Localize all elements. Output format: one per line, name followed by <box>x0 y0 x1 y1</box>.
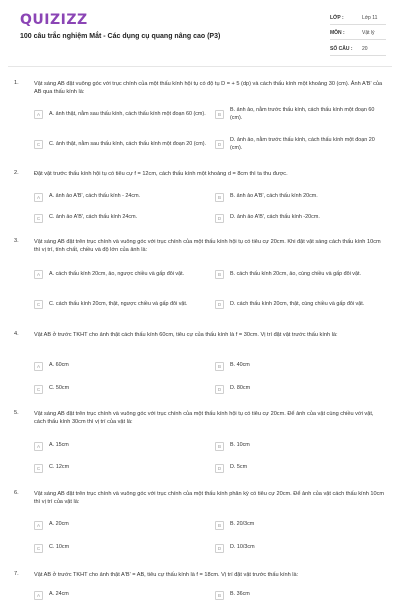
option-b[interactable] <box>215 439 387 453</box>
option-text: C. 12cm <box>49 464 70 471</box>
question-text: Vật AB ở trước TKHT cho ảnh thật A'B' = AB, tiêu cự thấu kính là f = 18cm. Vị trí đặt vật trước thấu kính là: <box>34 572 299 578</box>
question-number: 3. <box>14 238 19 244</box>
class-label: LỚP : <box>330 15 344 21</box>
option-letter: D <box>215 544 224 553</box>
question-count-label: SỐ CÂU : <box>330 46 353 52</box>
option-text: D. 10/3cm <box>230 544 255 551</box>
option-d[interactable] <box>215 382 387 396</box>
option-d[interactable] <box>215 461 387 475</box>
option-text: D. ảnh ảo A'B', cách thấu kính -20cm. <box>230 214 320 221</box>
option-a[interactable] <box>34 588 214 600</box>
option-text: C. 10cm <box>49 544 70 551</box>
option-text: D. 5cm <box>230 464 248 471</box>
question-number: 4. <box>14 331 19 337</box>
question-text: Vật AB ở trước TKHT cho ảnh thật cách thấu kính 60cm, tiêu cự của thấu kính là f = 30cm. Vị trí đặt vật trước thấu kính là: <box>34 332 338 338</box>
option-c[interactable] <box>34 211 214 225</box>
question-text: Vật sáng AB đặt trên trục chính và vuông góc với trục chính của một thấu kính hội tụ có tiêu cự 20cm. Để ảnh của vật cùng chiều với vật, cách thấu kính 30cm thì vị trí của vật là: <box>34 411 374 425</box>
option-text: B. ảnh ảo, nằm trước thấu kính, cách thấu kính một đoạn 60 (cm). <box>230 107 375 121</box>
question-number: 1. <box>14 80 19 86</box>
option-text: B. 36cm <box>230 591 250 598</box>
option-a[interactable] <box>34 359 214 373</box>
question-text: Vật sáng AB đặt trên trục chính và vuông góc với trục chính của một thấu kính hội tụ có tiêu cự 20cm. Khi đặt vật sáng cách thấu kính 10cm thì vị trí, tính chất, chiều và độ lớn của ảnh là: <box>34 239 381 253</box>
option-text: B. cách thấu kính 20cm, ảo, cùng chiều và gấp đôi vật. <box>230 270 361 277</box>
option-text: A. 24cm <box>49 591 69 598</box>
option-letter: A <box>34 193 43 202</box>
subject-value: Vật lý <box>362 30 375 36</box>
divider <box>330 24 386 25</box>
option-text: C. cách thấu kính 20cm, thật, ngược chiều và gấp đôi vật. <box>49 300 188 307</box>
page-header <box>0 0 400 68</box>
divider <box>330 39 386 40</box>
option-letter: C <box>34 544 43 553</box>
option-c[interactable] <box>34 296 214 313</box>
option-text: D. cách thấu kính 20cm, thật, cùng chiều và gấp đôi vật. <box>230 300 365 307</box>
question-number: 7. <box>14 571 19 577</box>
option-letter: B <box>215 193 224 202</box>
question-number: 5. <box>14 410 19 416</box>
option-b[interactable] <box>215 588 387 600</box>
class-value: Lớp 11 <box>362 15 378 21</box>
question-text: Đặt vật trước thấu kính hội tụ có tiêu cự f = 12cm, cách thấu kính một khoảng d = 8cm thì ta thu được. <box>34 171 288 177</box>
option-text: C. ảnh thật, nằm sau thấu kính, cách thấu kính một đoạn 20 (cm). <box>49 140 207 147</box>
option-text: B. 10cm <box>230 442 250 449</box>
option-b[interactable] <box>215 190 387 204</box>
option-a[interactable] <box>34 439 214 453</box>
question-count-value: 20 <box>362 46 368 52</box>
option-d[interactable] <box>215 211 387 225</box>
option-letter: C <box>34 140 43 149</box>
option-letter: A <box>34 442 43 451</box>
option-text: A. 15cm <box>49 442 69 449</box>
option-letter: D <box>215 464 224 473</box>
option-text: A. ảnh thật, nằm sau thấu kính, cách thấu kính một đoạn 60 (cm). <box>49 110 206 117</box>
option-letter: D <box>215 214 224 223</box>
quizizz-logo: QUIZIZZ <box>20 12 88 28</box>
option-c[interactable] <box>34 461 214 475</box>
option-d[interactable] <box>215 136 387 153</box>
option-b[interactable] <box>215 266 387 283</box>
option-text: B. 40cm <box>230 362 250 369</box>
option-letter: A <box>34 270 43 279</box>
option-d[interactable] <box>215 296 387 313</box>
option-letter: C <box>34 464 43 473</box>
option-letter: A <box>34 110 43 119</box>
question-number: 2. <box>14 170 19 176</box>
option-text: D. 80cm <box>230 385 251 392</box>
option-b[interactable] <box>215 106 387 123</box>
option-letter: B <box>215 442 224 451</box>
option-letter: C <box>34 300 43 309</box>
option-a[interactable] <box>34 190 214 204</box>
question-number: 6. <box>14 490 19 496</box>
option-text: C. 50cm <box>49 385 70 392</box>
option-letter: B <box>215 270 224 279</box>
option-letter: C <box>34 214 43 223</box>
option-text: B. 20/3cm <box>230 521 255 528</box>
option-letter: D <box>215 300 224 309</box>
option-letter: A <box>34 362 43 371</box>
option-b[interactable] <box>215 518 387 532</box>
option-a[interactable] <box>34 518 214 532</box>
option-d[interactable] <box>215 541 387 555</box>
option-text: D. ảnh ảo, nằm trước thấu kính, cách thấu kính một đoạn 20 (cm). <box>230 137 375 151</box>
option-text: A. cách thấu kính 20cm, ảo, ngược chiều và gấp đôi vật. <box>49 270 185 277</box>
option-letter: B <box>215 521 224 530</box>
option-letter: A <box>34 591 43 600</box>
option-b[interactable] <box>215 359 387 373</box>
option-text: B. ảnh ảo A'B', cách thấu kính 20cm. <box>230 193 318 200</box>
divider <box>330 55 386 56</box>
option-a[interactable] <box>34 266 214 283</box>
option-letter: D <box>215 385 224 394</box>
option-text: A. ảnh ảo A'B', cách thấu kính - 24cm. <box>49 193 141 200</box>
option-letter: B <box>215 110 224 119</box>
option-text: C. ảnh ảo A'B', cách thấu kính 24cm. <box>49 214 138 221</box>
subject-label: MÔN : <box>330 30 345 36</box>
header-divider <box>8 66 392 67</box>
option-letter: C <box>34 385 43 394</box>
option-c[interactable] <box>34 382 214 396</box>
option-c[interactable] <box>34 541 214 555</box>
question-text: Vật sáng AB đặt trên trục chính và vuông góc với trục chính của một thấu kính phân kỳ có tiêu cự 20cm. Để ảnh của vật cách thấu kính 10cm thì vị trí của vật là: <box>34 491 385 505</box>
option-a[interactable] <box>34 106 214 123</box>
option-letter: B <box>215 362 224 371</box>
option-c[interactable] <box>34 136 214 153</box>
page-title: 100 câu trắc nghiệm Mắt - Các dụng cụ quang nâng cao (P3) <box>20 33 221 40</box>
option-letter: A <box>34 521 43 530</box>
option-letter: B <box>215 591 224 600</box>
question-text: Vật sáng AB đặt vuông góc với trục chính của một thấu kính hội tụ có độ tụ D = + 5 (dp) và cách thấu kính một khoảng 30 (cm). Ảnh A'B' của AB qua thấu kính là: <box>34 81 383 95</box>
option-text: A. 60cm <box>49 362 69 369</box>
option-letter: D <box>215 140 224 149</box>
option-text: A. 20cm <box>49 521 69 528</box>
